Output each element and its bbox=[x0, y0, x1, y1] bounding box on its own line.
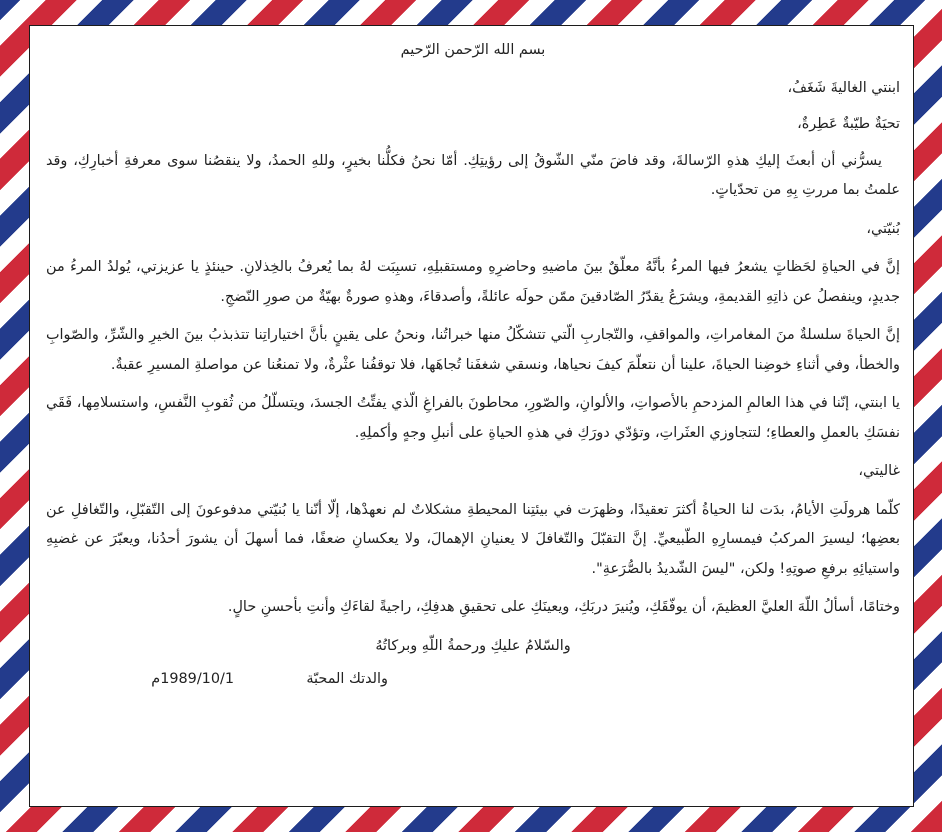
basmala-heading: بسم الله الرّحمن الرّحيم bbox=[400, 42, 546, 58]
letter-paragraph-acceptance: كلّما هرولَتِ الأيامُ، بدَت لنا الحياةُ أكثرَ تعقيدًا، وظهرَت في بيئتِنا المحيطةِ مشكلاتٌ لم نعهدْها، إلّا أنّنا يا بُنيّتي مدفوعونَ إلى التّقبّلِ، والتّغافلِ عن بعضِها؛ ليسيرَ المركبُ فيمسارِهِ الطّبيعيِّ. إنَّ التقبّلَ والتّغافلَ لا يعنيانِ الإهمالَ، ولا يعكسانِ ضعفًا، فما أسهلَ أن يشورَ أحدُنا، ويعبّرَ عن غضبِهِ واستيائِهِ برفعِ صوتِهِ! ولكن، "ليسَ الشّديدُ بالصُّرَعةِ". bbox=[46, 501, 900, 577]
letter-paragraph-life-chain: إنَّ الحياةَ سلسلةٌ منَ المغامراتِ، والمواقفِ، والتّجاربِ الّتي تتشكّلُ منها خبراتُنا، ونحنُ على يقينٍ بأنَّ اختياراتِنا تتذبذبُ بينَ الخيرِ والشّرِّ، والصّوابِ والخطأ، وفي أثناءِ خوضِنا الحياةَ، علينا أن نتعلّمَ كيفَ نحياها، ونسقي شغفَنا تُجاهَها، فلا توقفُنا عثْرةٌ، ولا تمنعُنا عن مواصلةِ المسيرِ عقبةٌ. bbox=[46, 327, 900, 373]
letter-paragraph-intro: يسرُّني أن أبعثَ إليكِ هذهِ الرّسالةَ، وقد فاضَ منّي الشّوقُ إلى رؤيتِكِ. أمّا نحنُ فكلُّنا بخيرٍ، وللهِ الحمدُ، ولا ينقصُنا سوى معرفةِ أخبارِكِ، وقد علمتُ بما مررتِ بِهِ من تحدّياتٍ. bbox=[46, 152, 900, 198]
letter-paragraph-closing-prayer: وختامًا، أسألُ اللّهَ العليَّ العظيمَ، أن يوفّقَكِ، ويُنيرَ دربَكِ، ويعينَكِ على تحقيقِ هدفِكِ، راجيةً لقاءَكِ وأنتِ بأحسنِ حالٍ. bbox=[227, 599, 900, 615]
signature-block bbox=[46, 665, 900, 695]
salutation-line: ابنتي الغاليةَ شَغَفُ، bbox=[787, 79, 900, 96]
letter-sheet bbox=[29, 25, 914, 807]
address-line-bunayyati: بُنيّتي، bbox=[866, 220, 900, 237]
address-line-ghaliyati: غاليتي، bbox=[858, 463, 900, 479]
letter-paragraph-world: يا ابنتي، إنّنا في هذا العالمِ المزدحمِ بالأصواتِ، والألوانِ، والصّورِ، محاطونَ بالفراغِ الّذي يفتِّتُ الجسدَ، ويتسلّلُ من ثُقوبِ النَّفسِ، واستسلامِها، فَقَي نفسَكِ بالعملِ والعطاءِ؛ لتتجاوزي العثَراتِ، وتؤدّي دورَكِ في هذهِ الحياةِ على أنبلِ وجهٍ وأكملِهِ. bbox=[46, 395, 900, 441]
letter-paragraph-maturity: إنَّ في الحياةِ لحَظاتٍ يشعرُ فيها المرءُ بأنَّهُ معلّقٌ بينَ ماضيهِ وحاضرِهِ ومستقبلِهِ، تسبِبَت لهُ بما يُعرفُ بالخِذلانِ. حينئذٍ يا عزيزتي، يُولدُ المرءُ من جديدٍ، وينفصلُ عن ذاتِهِ القديمةِ، ويشرَعُ يقدّرُ الصّادقينَ ممّن حولَه عائلةً، وأصدقاءَ، وهذهِ صورةٌ بهيّةٌ من صورِ النّضجِ. bbox=[46, 259, 900, 305]
closing-salutation: والسّلامُ عليكِ ورحمةُ اللّهِ وبركاتُهُ bbox=[375, 637, 571, 654]
greeting-line: تحيَةٌ طيّبةٌ عَطِرةٌ، bbox=[797, 116, 900, 132]
signature-name: والدتك المحبّة bbox=[306, 671, 388, 687]
signature-date: 1989/10/1م bbox=[151, 671, 234, 687]
